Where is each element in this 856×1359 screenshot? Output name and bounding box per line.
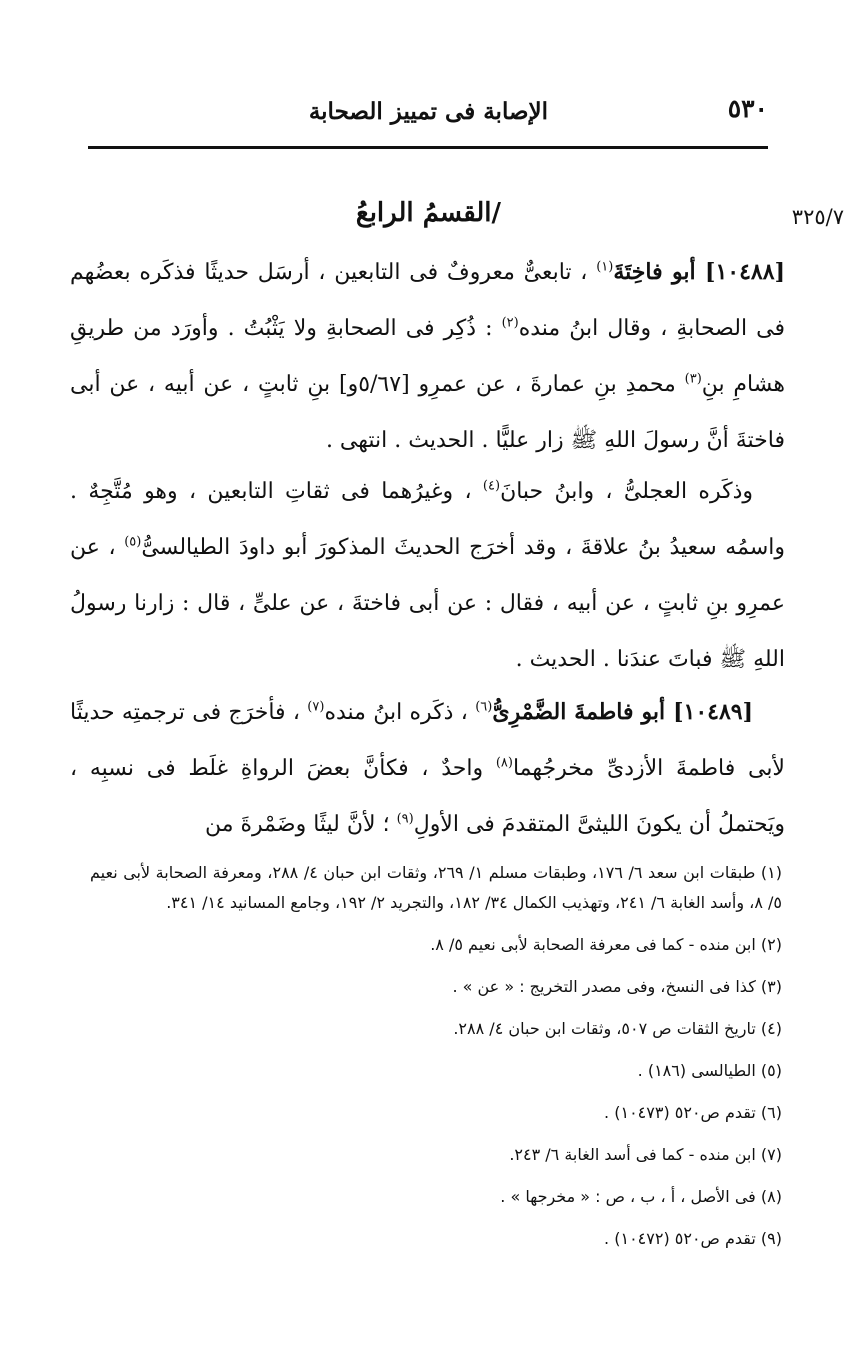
footnote-marker: (١) [596,259,614,275]
paragraph-text: محمدِ بنِ عمارةَ ، عن عمرِو [٥/٦٧و] بنِ ثابتٍ ، عن أبيه ، عن أبى فاختةَ أنَّ رسولَ اللهِ ﷺ زار عليًّا . الحديث . انتهى . [70,372,785,453]
footnote-marker: (٦) [475,699,493,715]
footnote-marker: (٤) [482,478,501,494]
entry-paragraph [70,684,785,853]
page-number: ٥٣٠ [727,94,768,123]
entry-heading: [١٠٤٨٨] أبو فاخِتَةَ [613,259,785,285]
running-title: الإصابة فى تمييز الصحابة [308,98,548,125]
margin-reference: ٣٢٥/٧ [791,205,844,229]
footnote: (٦) تقدم ص٥٢٠ (١٠٤٧٣) . [604,1103,782,1122]
footnote: (٨) فى الأصل ، أ ، ب ، ص : « مخرجها » . [500,1187,782,1206]
paragraph-text: ، ذكَره ابنُ منده [324,700,468,725]
footnote: (٥) الطيالسى (١٨٦) . [637,1061,782,1080]
paragraph-text: : ذُكِر فى الصحابةِ ولا يَثْبُتُ . وأورَد من طريقِ هشامِ بنِ [70,316,785,397]
footnote: (٣) كذا فى النسخ، وفى مصدر التخريج : « عن » . [452,977,782,996]
footnote-marker: (٥) [124,534,142,550]
entry-heading: [١٠٤٨٩] أبو فاطمةَ الضَّمْرِىُّ [492,699,754,725]
paragraph-text: ؛ لأنَّ ليثًا وضَمْرةَ من [204,812,390,837]
footnote-marker: (٧) [307,699,325,715]
footnote-marker: (٩) [396,811,414,827]
footnote: (١) طبقات ابن سعد ٦/ ١٧٦، وطبقات مسلم ١/ ٢٦٩، وثقات ابن حبان ٤/ ٢٨٨، ومعرفة الصحابة لأبى نعيم ٥/ ٨، وأسد الغابة ٦/ ٢٤١، وتهذيب الكمال ٣٤/ ١٨٢، والتجريد ٢/ ١٩٢، وجامع المسانيد ١٤/ ٣٤١. [90,863,783,912]
paragraph-text: ، عن عمرِو بنِ ثابتٍ ، عن أبيه ، فقال : عن أبى فاختةَ ، عن علىٍّ ، قال : زارنا رسولُ اللهِ ﷺ فباتَ عندَنا . الحديث . [70,535,785,672]
paragraph-text: وذكَره العجلىُّ ، وابنُ حبانَ [500,479,753,504]
section-heading: /القسمُ الرابعُ [355,198,501,228]
body-paragraph [70,464,785,688]
footnote: (٤) تاريخ الثقات ص ٥٠٧، وثقات ابن حبان ٤/ ٢٨٨. [453,1019,782,1038]
footnote-marker: (٢) [501,315,519,331]
footnote-marker: (٨) [495,755,513,771]
paragraph-text: ، وغيرُهما فى ثقاتِ التابعين ، وهو مُتَّجِهٌ . واسمُه سعيدُ بنُ علاقةَ ، وقد أخرَج الحديثَ المذكورَ أبو داودَ الطيالسىُّ [70,479,785,560]
paragraph-text: ، فأخرَج فى ترجمتِه حديثًا لأبى فاطمةَ الأزدىِّ مخرجُهما [70,700,785,781]
footnote: (٩) تقدم ص٥٢٠ (١٠٤٧٢) . [604,1229,782,1248]
paragraph-text: واحدٌ ، فكأنَّ بعضَ الرواةِ غلَط فى نسبِه ، ويَحتملُ أن يكونَ الليثىَّ المتقدمَ فى الأولِ [70,756,785,837]
entry-paragraph [70,244,785,469]
footnote: (٢) ابن منده - كما فى معرفة الصحابة لأبى نعيم ٥/ ٨. [430,935,782,954]
paragraph-text: ، تابعىٌّ معروفٌ فى التابعين ، أرسَل حديثًا فذكَره بعضُهم فى الصحابةِ ، وقال ابنُ منده [70,260,785,341]
page-header [88,88,768,149]
footnote-marker: (٣) [684,371,702,387]
footnote: (٧) ابن منده - كما فى أسد الغابة ٦/ ٢٤٣. [509,1145,782,1164]
footnotes [90,858,782,1266]
